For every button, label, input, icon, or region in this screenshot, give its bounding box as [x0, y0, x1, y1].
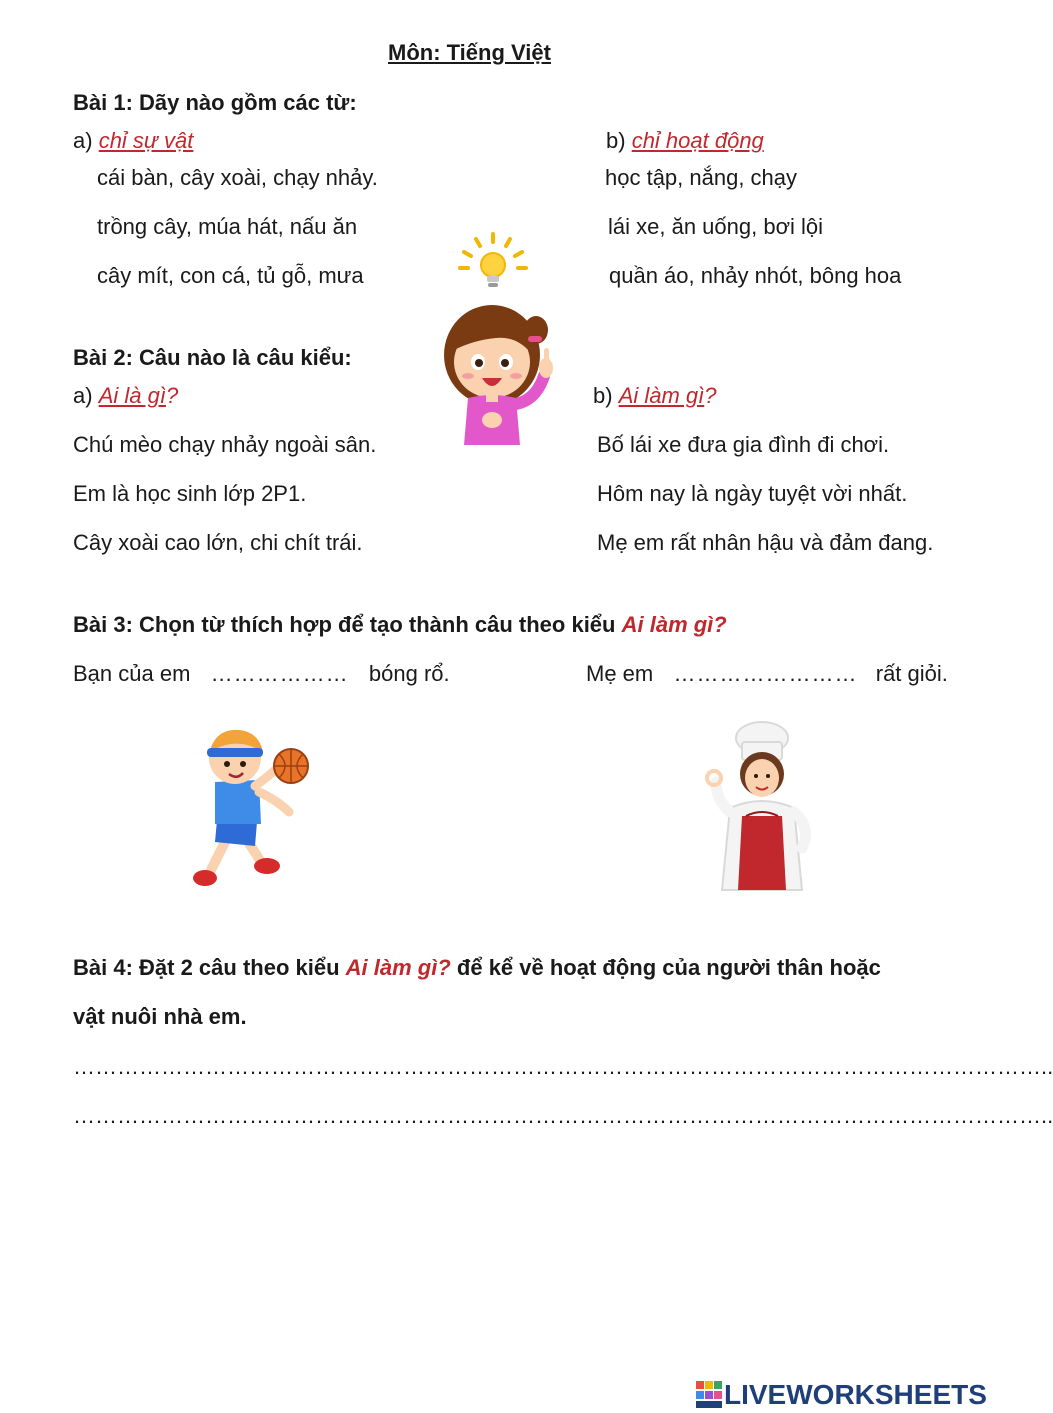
bai1-a-option-3[interactable]: cây mít, con cá, tủ gỗ, mưa	[97, 263, 364, 288]
bai2-b-option-3[interactable]: Mẹ em rất nhân hậu và đảm đang.	[597, 530, 934, 555]
bai3-right-before: Mẹ em	[586, 661, 654, 686]
bai3-left-blank[interactable]: ………………	[210, 661, 349, 686]
bai1-option-a-header	[73, 127, 193, 155]
bai2-heading: Bài 2: Câu nào là câu kiểu:	[73, 345, 352, 370]
bai3-heading-text: Bài 3: Chọn từ thích hợp để tạo thành câu theo kiểu	[73, 612, 616, 637]
bai2-b-prefix: b)	[593, 383, 613, 408]
bai1-option-b-header	[606, 127, 764, 155]
bai1-b-option-1[interactable]: học tập, nắng, chạy	[605, 165, 798, 190]
bai1-b-prefix: b)	[606, 128, 626, 153]
bai2-option-b-header	[593, 382, 717, 410]
chef-woman-illustration	[690, 720, 830, 890]
bai4-heading-3: vật nuôi nhà em.	[73, 1004, 247, 1029]
page-title: Môn: Tiếng Việt	[388, 40, 551, 65]
bai4-answer-line-2[interactable]: ……………………………………………………………………………………………………………………..	[73, 1103, 1053, 1128]
bai2-a-qmark: ?	[165, 383, 179, 408]
bai3-sentence-left	[73, 660, 450, 688]
bai1-heading: Bài 1: Dãy nào gồm các từ:	[73, 90, 357, 115]
basketball-boy-illustration	[185, 720, 320, 895]
bai1-a-label: chỉ sự vật	[98, 128, 194, 153]
bai1-a-prefix: a)	[73, 128, 93, 153]
bai2-a-label: Ai là gì	[98, 383, 166, 408]
bai3-sentence-right	[586, 660, 948, 688]
bai2-b-option-1[interactable]: Bố lái xe đưa gia đình đi chơi.	[597, 432, 890, 457]
lightbulb-icon	[458, 232, 528, 292]
bai4-heading	[73, 954, 881, 982]
liveworksheets-logo-icon	[696, 1381, 722, 1409]
bai3-left-before: Bạn của em	[73, 661, 191, 686]
bai1-b-option-3[interactable]: quần áo, nhảy nhót, bông hoa	[609, 263, 902, 288]
bai2-a-option-1[interactable]: Chú mèo chạy nhảy ngoài sân.	[73, 432, 377, 457]
bai4-answer-line-1[interactable]: ……………………………………………………………………………………………………………………..	[73, 1054, 1053, 1079]
bai4-heading-2: để kể về hoạt động của người thân hoặc	[456, 955, 881, 980]
bai2-a-option-3[interactable]: Cây xoài cao lớn, chi chít trái.	[73, 530, 363, 555]
bai2-b-option-2[interactable]: Hôm nay là ngày tuyệt vời nhất.	[597, 481, 908, 506]
bai3-heading	[73, 611, 727, 639]
bai3-left-after: bóng rổ.	[368, 661, 450, 686]
bai2-b-qmark: ?	[704, 383, 717, 408]
bai3-right-after: rất giỏi.	[875, 661, 948, 686]
bai3-heading-red: Ai làm gì?	[621, 612, 727, 637]
bai2-b-label: Ai làm gì	[618, 383, 705, 408]
bai1-a-option-2[interactable]: trồng cây, múa hát, nấu ăn	[97, 214, 358, 239]
bai2-a-option-2[interactable]: Em là học sinh lớp 2P1.	[73, 481, 307, 506]
logo-text: LIVEWORKSHEETS	[724, 1379, 987, 1410]
bai1-b-label: chỉ hoạt động	[631, 128, 764, 153]
bai3-right-blank[interactable]: ……………………	[673, 661, 858, 686]
bai4-heading-red: Ai làm gì?	[345, 955, 451, 980]
bai4-heading-1: Bài 4: Đặt 2 câu theo kiểu	[73, 955, 340, 980]
bai1-a-option-1[interactable]: cái bàn, cây xoài, chạy nhảy.	[97, 165, 378, 190]
liveworksheets-logo[interactable]	[696, 1378, 987, 1412]
bai2-a-prefix: a)	[73, 383, 93, 408]
girl-illustration	[440, 300, 570, 455]
bai2-option-a-header	[73, 382, 178, 410]
bai1-b-option-2[interactable]: lái xe, ăn uống, bơi lội	[608, 214, 824, 239]
